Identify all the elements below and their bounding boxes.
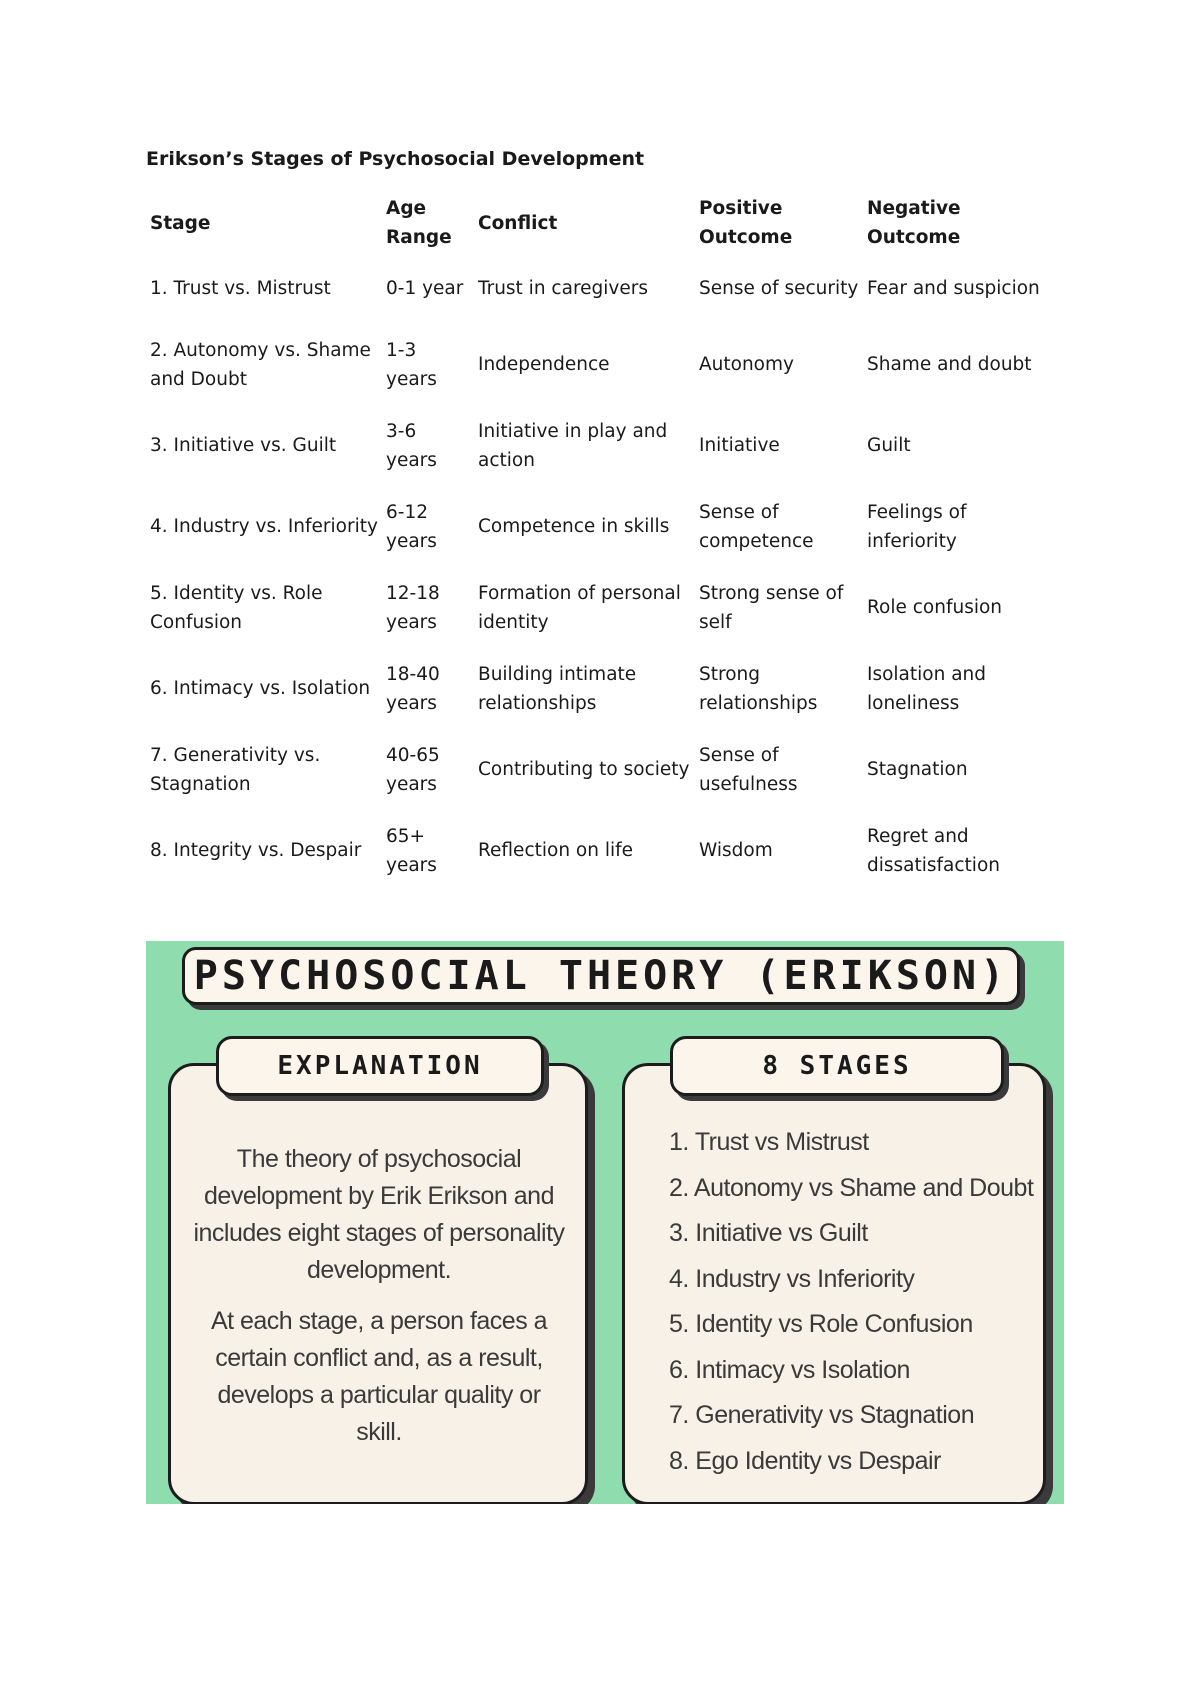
table-row	[146, 810, 1056, 891]
cell-conflict: Initiative in play and action	[478, 420, 668, 471]
stages-card	[622, 1063, 1046, 1504]
cell-negative-outcome: Fear and suspicion	[867, 277, 1040, 299]
list-item: 8. Ego Identity vs Despair	[669, 1446, 941, 1475]
table-row	[146, 567, 1056, 648]
cell-negative-outcome: Regret and dissatisfaction	[867, 825, 1000, 876]
table-row	[146, 729, 1056, 810]
cell-negative-outcome: Stagnation	[867, 759, 968, 780]
cell-conflict: Building intimate relationships	[478, 663, 637, 714]
header-positive-outcome: Positive Outcome	[699, 198, 793, 248]
cell-stage: 7. Generativity vs. Stagnation	[150, 744, 321, 795]
list-item: 2. Autonomy vs Shame and Doubt	[669, 1173, 1034, 1202]
stages-tab	[670, 1036, 1004, 1096]
cell-stage: 3. Initiative vs. Guilt	[150, 435, 337, 456]
cell-conflict: Reflection on life	[478, 840, 634, 861]
table-row	[146, 252, 1056, 324]
list-item: 4. Industry vs Inferiority	[669, 1264, 915, 1293]
cell-conflict: Contributing to society	[478, 759, 690, 780]
cell-conflict: Competence in skills	[478, 516, 670, 537]
cell-age-range: 0-1 year	[386, 277, 464, 299]
cell-positive-outcome: Strong relationships	[699, 663, 818, 714]
table-row	[146, 486, 1056, 567]
cell-stage: 2. Autonomy vs. Shame and Doubt	[150, 339, 371, 390]
cell-conflict: Trust in caregivers	[478, 277, 648, 299]
cell-age-range: 65+ years	[386, 825, 437, 876]
cell-stage: 1. Trust vs. Mistrust	[150, 277, 331, 299]
cell-stage: 4. Industry vs. Inferiority	[150, 516, 378, 537]
header-conflict: Conflict	[478, 212, 558, 234]
cell-age-range: 1-3 years	[386, 339, 437, 390]
cell-stage: 5. Identity vs. Role Confusion	[150, 582, 323, 633]
cell-age-range: 40-65 years	[386, 744, 440, 795]
cell-negative-outcome: Feelings of inferiority	[867, 501, 967, 552]
explanation-tab-label: EXPLANATION	[277, 1051, 483, 1081]
cell-age-range: 18-40 years	[386, 663, 440, 714]
header-age-range: Age Range	[386, 198, 452, 248]
cell-positive-outcome: Sense of security	[699, 277, 859, 299]
banner-title: PSYCHOSOCIAL THEORY (ERIKSON)	[193, 953, 1009, 999]
cell-stage: 6. Intimacy vs. Isolation	[150, 678, 371, 699]
cell-positive-outcome: Wisdom	[699, 840, 773, 861]
explanation-paragraph: At each stage, a person faces a certain conflict and, as a result, develops a particular quality or skill.	[210, 1307, 548, 1446]
cell-age-range: 12-18 years	[386, 582, 440, 633]
list-item: 3. Initiative vs Guilt	[669, 1219, 868, 1247]
cell-negative-outcome: Guilt	[867, 435, 911, 456]
table-header-row	[146, 194, 1056, 252]
cell-positive-outcome: Sense of competence	[699, 501, 814, 552]
cell-conflict: Formation of personal identity	[478, 582, 681, 633]
psychosocial-infographic	[146, 941, 1064, 1504]
cell-stage: 8. Integrity vs. Despair	[150, 840, 362, 861]
cell-positive-outcome: Initiative	[699, 435, 780, 456]
header-negative-outcome: Negative Outcome	[867, 198, 961, 248]
table-row	[146, 324, 1056, 405]
stages-list	[669, 1120, 1033, 1484]
table-row	[146, 405, 1056, 486]
header-stage: Stage	[150, 212, 211, 234]
explanation-text	[193, 1141, 565, 1465]
infographic-banner	[182, 947, 1020, 1005]
explanation-paragraph: The theory of psychosocial development by Erik Erikson and includes eight stages of personality development.	[193, 1145, 565, 1284]
explanation-card	[168, 1063, 588, 1504]
cell-negative-outcome: Role confusion	[867, 597, 1003, 618]
cell-negative-outcome: Shame and doubt	[867, 354, 1032, 375]
list-item: 5. Identity vs Role Confusion	[669, 1310, 973, 1338]
list-item: 7. Generativity vs Stagnation	[669, 1401, 975, 1429]
table-row	[146, 648, 1056, 729]
cell-positive-outcome: Autonomy	[699, 354, 794, 375]
explanation-tab	[216, 1036, 544, 1096]
document-title: Erikson’s Stages of Psychosocial Development	[146, 148, 645, 170]
list-item: 6. Intimacy vs Isolation	[669, 1355, 910, 1384]
cell-age-range: 3-6 years	[386, 420, 437, 471]
cell-conflict: Independence	[478, 354, 610, 375]
stages-tab-label: 8 STAGES	[762, 1051, 912, 1081]
cell-negative-outcome: Isolation and loneliness	[867, 663, 987, 714]
stages-table	[146, 194, 1056, 891]
cell-positive-outcome: Sense of usefulness	[699, 744, 798, 795]
list-item: 1. Trust vs Mistrust	[669, 1128, 869, 1156]
cell-age-range: 6-12 years	[386, 501, 437, 552]
cell-positive-outcome: Strong sense of self	[699, 582, 844, 633]
